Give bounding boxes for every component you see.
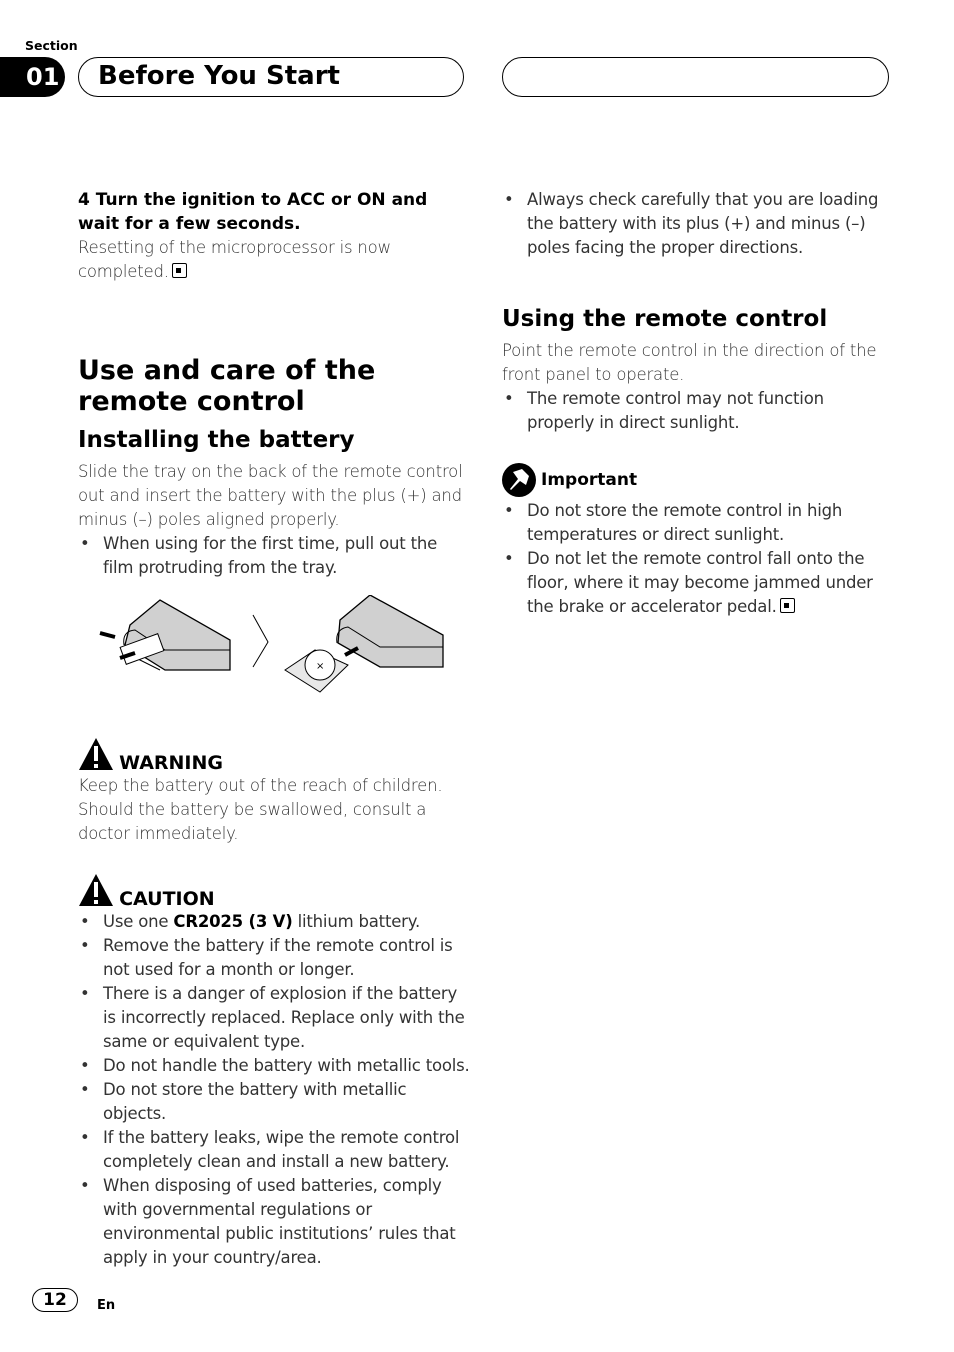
step-4-heading: 4 Turn the ignition to ACC or ON and wait for a few seconds. — [78, 190, 428, 234]
caution-heading: CAUTION — [78, 873, 470, 910]
battery-illustration — [90, 595, 450, 700]
list-item: • If the battery leaks, wipe the remote control completely clean and install a new battery. — [78, 1126, 470, 1174]
page-number: 12 — [43, 1290, 67, 1310]
list-item: • Do not handle the battery with metallic tools. — [78, 1054, 470, 1078]
svg-text:×: × — [316, 661, 325, 672]
end-mark-icon — [172, 263, 187, 278]
list-item: • Do not store the battery with metallic objects. — [78, 1078, 470, 1126]
right-header-box — [502, 57, 889, 97]
list-item: • There is a danger of explosion if the battery is incorrectly replaced. Replace only with the same or equivalent type. — [78, 982, 470, 1054]
section-label: Section — [25, 38, 78, 53]
end-mark-icon — [780, 598, 795, 613]
warning-text: Keep the battery out of the reach of children. Should the battery be swallowed, consult a doctor immediately. — [78, 776, 443, 843]
using-heading: Using the remote control — [502, 306, 828, 332]
warning-heading: WARNING — [78, 737, 468, 774]
pushpin-icon — [502, 463, 536, 497]
important-heading: Important — [502, 463, 892, 497]
step-4-text: Resetting of the microprocessor is now completed. — [78, 238, 391, 281]
list-item: • When using for the first time, pull out the film protruding from the tray. — [78, 532, 468, 580]
list-item: • Use one CR2025 (3 V) lithium battery. — [78, 910, 470, 934]
page-number-badge — [32, 1288, 78, 1312]
list-item: • Remove the battery if the remote control is not used for a month or longer. — [78, 934, 470, 982]
main-heading: Use and care of the remote control — [78, 355, 376, 417]
chapter-title: Before You Start — [98, 61, 340, 91]
section-number-badge — [0, 57, 65, 97]
language-label: En — [97, 1298, 116, 1313]
list-item: • When disposing of used batteries, comply with governmental regulations or environmental public institutions’ rules that apply in your country/area. — [78, 1174, 470, 1270]
list-item: • Do not store the remote control in high temperatures or direct sunlight. — [502, 499, 892, 547]
list-item: • Do not let the remote control fall onto the floor, where it may become jammed under the brake or accelerator pedal. — [502, 547, 892, 619]
warning-triangle-icon — [78, 873, 114, 907]
chapter-title-box — [78, 57, 464, 97]
list-item: • Always check carefully that you are loading the battery with its plus (+) and minus (–) poles facing the proper directions. — [502, 188, 890, 260]
list-item: • The remote control may not function properly in direct sunlight. — [502, 387, 892, 435]
using-text: Point the remote control in the direction of the front panel to operate. — [502, 341, 877, 384]
install-text: Slide the tray on the back of the remote control out and insert the battery with the plus (+) and minus (–) poles aligned properly. — [78, 462, 463, 529]
section-number: 01 — [26, 63, 60, 91]
warning-triangle-icon — [78, 737, 114, 771]
sub-heading-battery: Installing the battery — [78, 427, 355, 453]
